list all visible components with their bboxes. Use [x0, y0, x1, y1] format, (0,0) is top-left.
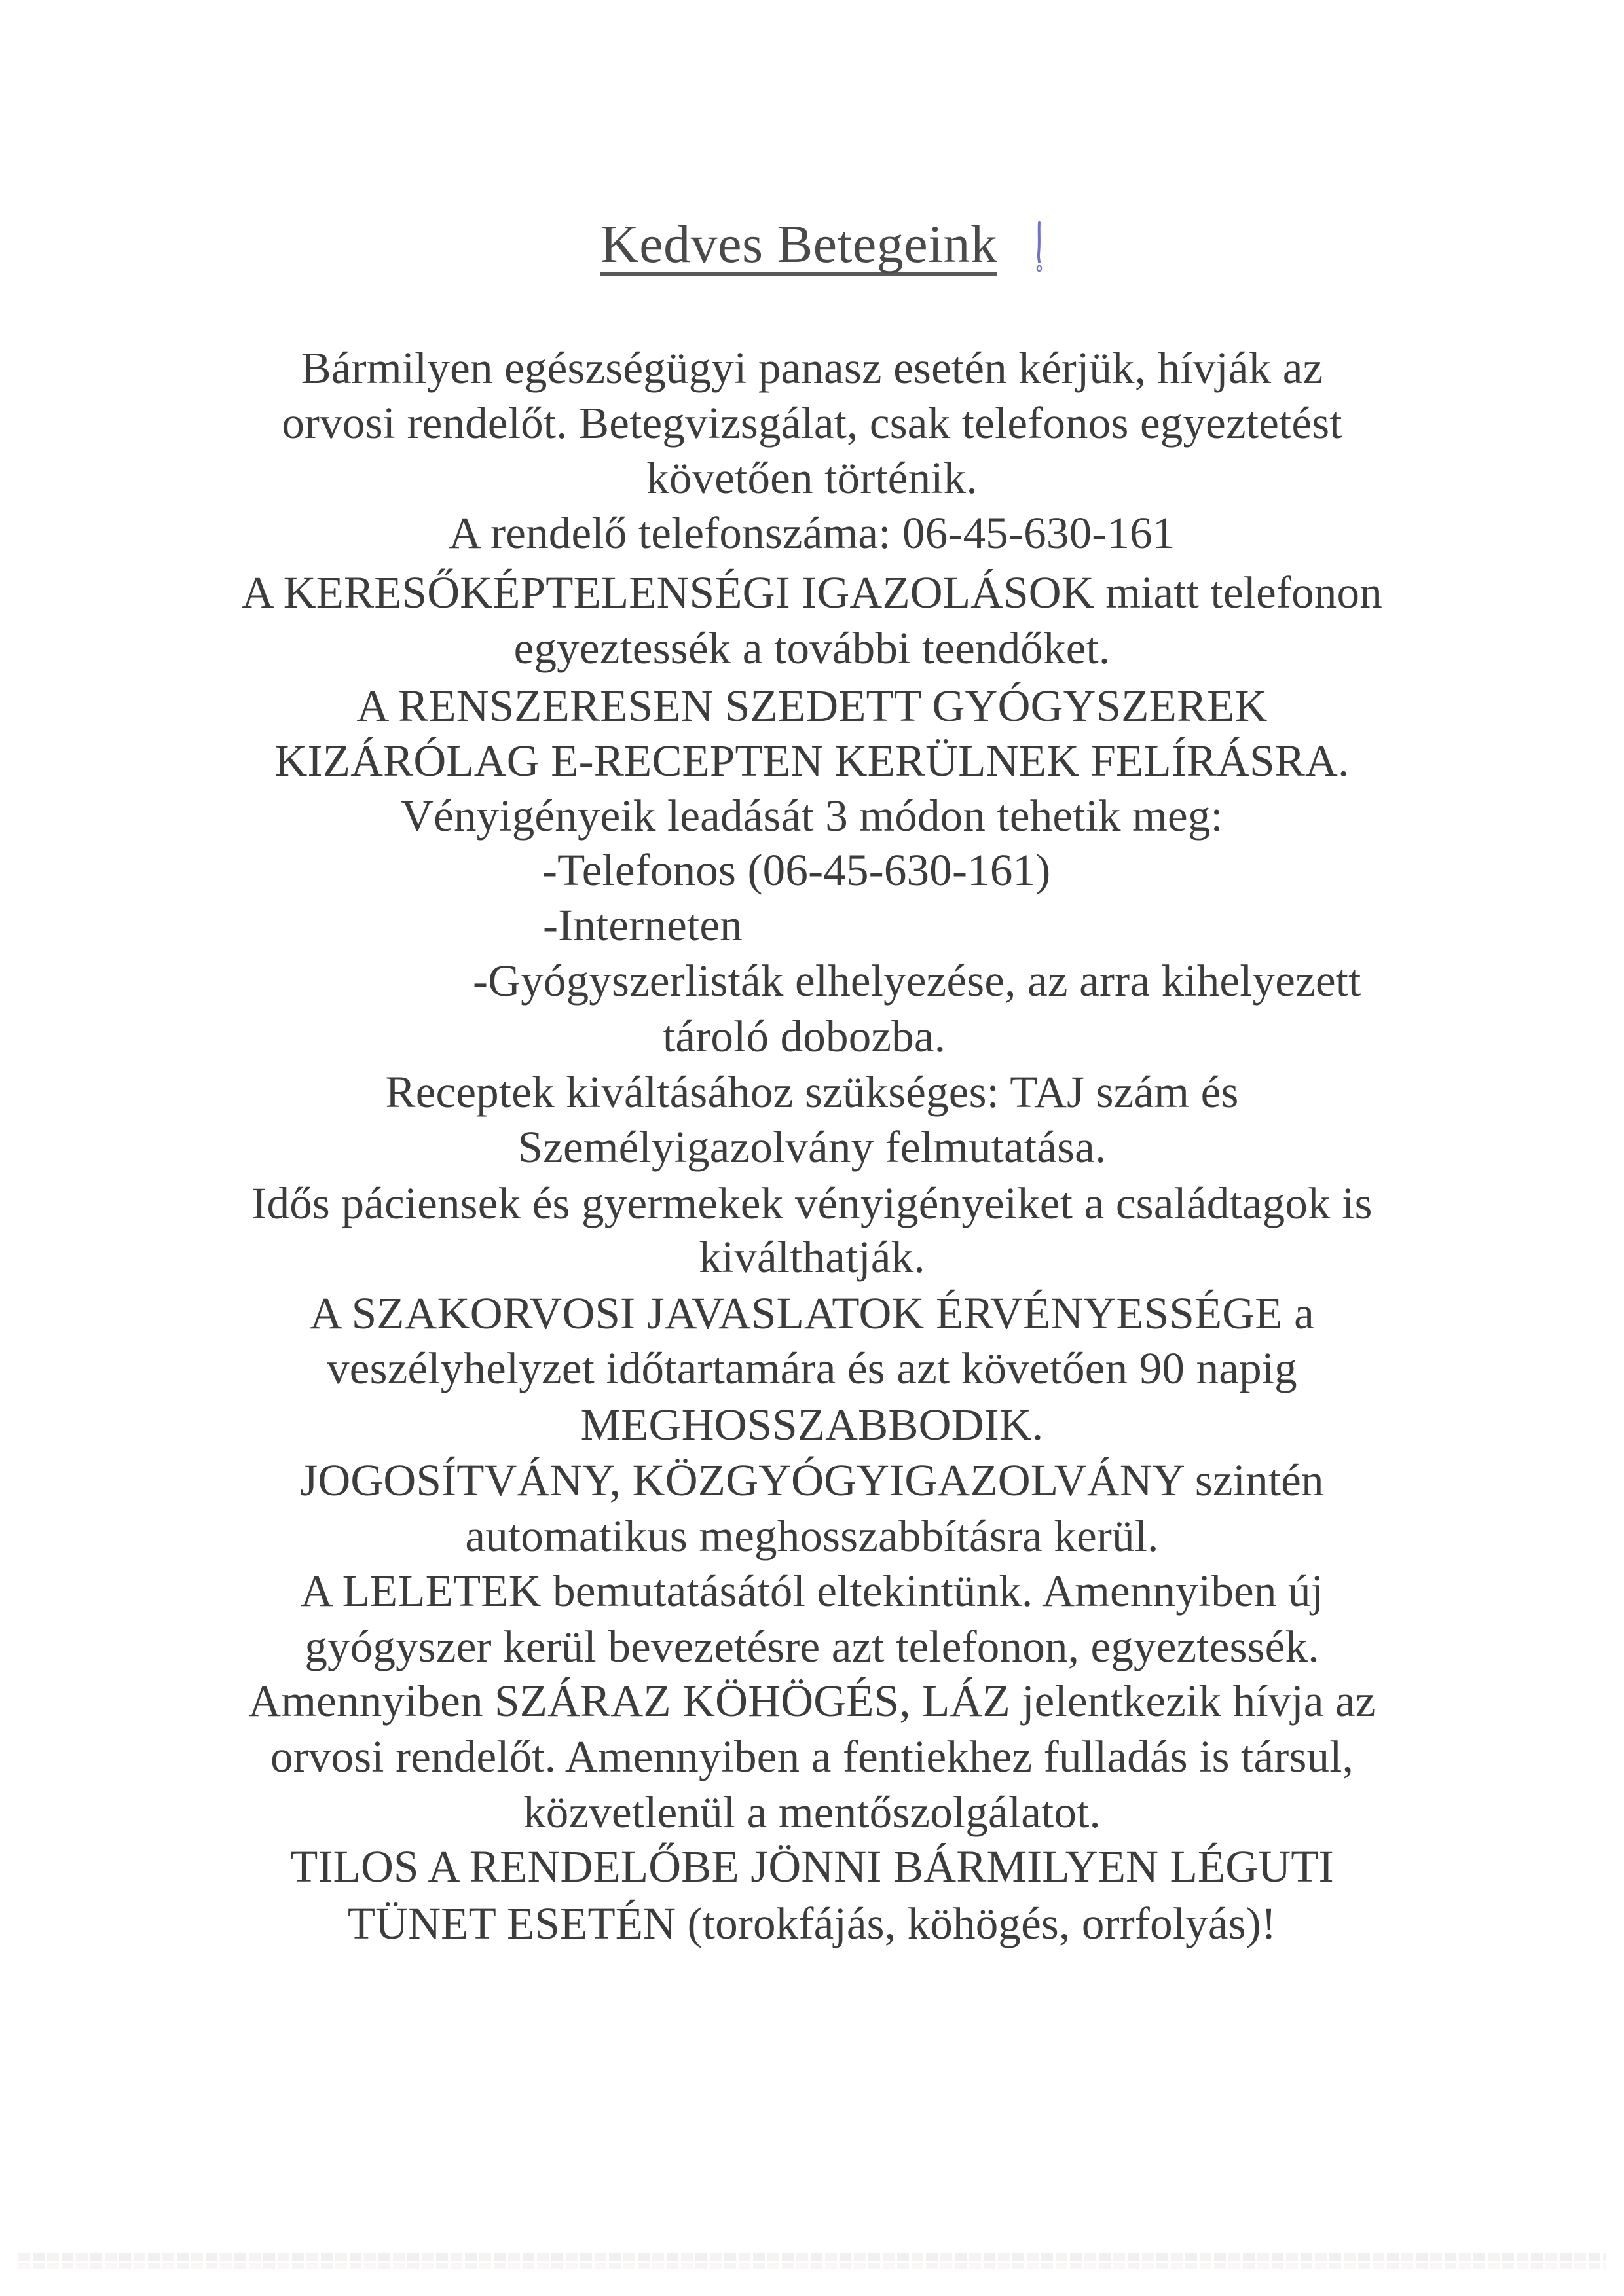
- body-line: orvosi rendelőt. Betegvizsgálat, csak telefonos egyeztetést: [282, 398, 1342, 448]
- body-line: Bármilyen egészségügyi panasz esetén kérjük, hívják az: [301, 343, 1323, 393]
- body-line: Amennyiben SZÁRAZ KÖHÖGÉS, LÁZ jelentkezik hívja az: [248, 1676, 1376, 1726]
- body-line: orvosi rendelőt. Amennyiben a fentiekhez fulladás is társul,: [270, 1732, 1354, 1781]
- body-line: közvetlenül a mentőszolgálatot.: [523, 1787, 1101, 1837]
- body-line: KIZÁRÓLAG E-RECEPTEN KERÜLNEK FELÍRÁSRA.: [274, 736, 1350, 786]
- clinic-phone-line: A rendelő telefonszáma: 06-45-630-161: [449, 508, 1175, 558]
- body-line: kiválthatják.: [699, 1232, 925, 1282]
- body-line: Személyigazolvány felmutatása.: [517, 1122, 1107, 1172]
- handwritten-exclamation-mark: [1035, 220, 1044, 274]
- list-item-dropbox: -Gyógyszerlisták elhelyezése, az arra kihelyezett: [473, 956, 1361, 1006]
- body-line: A KERESŐKÉPTELENSÉGI IGAZOLÁSOK miatt telefonon: [242, 568, 1382, 617]
- body-line: MEGHOSSZABBODIK.: [580, 1400, 1044, 1449]
- body-line: Receptek kiváltásához szükséges: TAJ szám és: [385, 1067, 1239, 1117]
- warning-line: TILOS A RENDELŐBE JÖNNI BÁRMILYEN LÉGUTI: [290, 1842, 1334, 1891]
- body-line: A LELETEK bemutatásától eltekintünk. Amennyiben új: [300, 1566, 1324, 1616]
- title-block: [0, 208, 1624, 280]
- body-line: Idős páciensek és gyermekek vényigényeiket a családtagok is: [251, 1178, 1373, 1228]
- list-item-dropbox-cont: tároló dobozba.: [663, 1011, 946, 1061]
- list-item-internet: -Interneten: [543, 900, 743, 950]
- body-line: JOGOSÍTVÁNY, KÖZGYÓGYIGAZOLVÁNY szintén: [300, 1455, 1324, 1505]
- body-line: A SZAKORVOSI JAVASLATOK ÉRVÉNYESSÉGE a: [310, 1288, 1314, 1338]
- list-item-phone: -Telefonos (06-45-630-161): [542, 845, 1051, 895]
- page-title: Kedves Betegeink: [600, 208, 998, 276]
- body-line: egyeztessék a további teendőket.: [513, 623, 1111, 673]
- scan-edge-artifact: [18, 2253, 1606, 2261]
- body-line: Vényigényeik leadását 3 módon tehetik meg:: [401, 791, 1223, 841]
- body-line: automatikus meghosszabbításra kerül.: [465, 1511, 1159, 1561]
- body-line: gyógyszer kerül bevezetésre azt telefonon, egyeztessék.: [304, 1622, 1320, 1671]
- warning-line: TÜNET ESETÉN (torokfájás, köhögés, orrfolyás)!: [347, 1899, 1277, 1948]
- scan-edge-artifact: [18, 2263, 1606, 2269]
- body-line: veszélyhelyzet időtartamára és azt követően 90 napig: [327, 1343, 1297, 1393]
- body-line: A RENSZERESEN SZEDETT GYÓGYSZEREK: [356, 681, 1268, 731]
- body-line: követően történik.: [646, 453, 978, 503]
